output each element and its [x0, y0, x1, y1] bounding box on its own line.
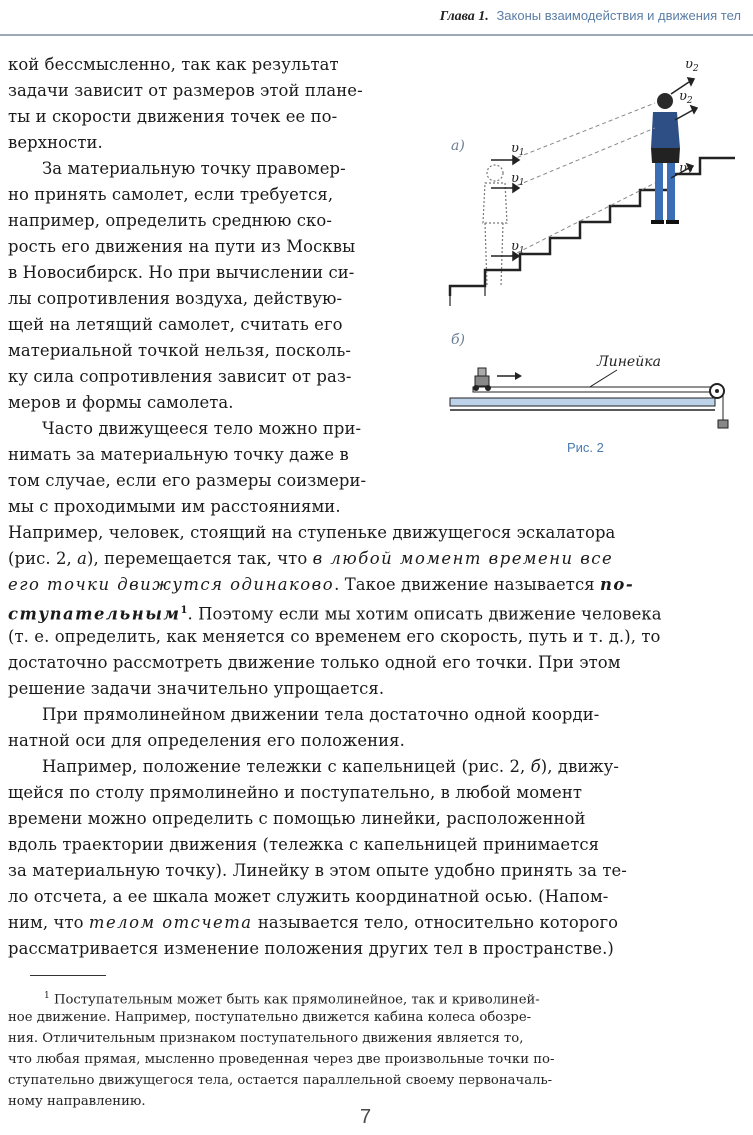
text-line: щейся по столу прямолинейно и поступательно, в любой момент: [8, 783, 583, 802]
figure-2: [445, 48, 745, 438]
footnote-rule: [30, 975, 106, 976]
text-line: достаточно рассмотреть движение только одной его точки. При этом: [8, 653, 621, 672]
text-line: щей на летящий самолет, считать его: [8, 315, 343, 334]
text-line: Например, положение тележки с капельницей (рис. 2, б), движу-: [42, 757, 620, 776]
text-line: решение задачи значительно упрощается.: [8, 679, 385, 698]
text-line: вдоль траектории движения (тележка с капельницей принимается: [8, 835, 600, 854]
svg-text:υ1: $\upsilon_1$: [511, 239, 525, 256]
page-number: 7: [360, 1106, 372, 1128]
svg-text:υ1: $\upsilon_1$: [511, 171, 525, 188]
text-line: ку сила сопротивления зависит от раз-: [8, 367, 352, 386]
text-line: меров и формы самолета.: [8, 393, 234, 412]
ruler-label: Линейка: [597, 354, 661, 370]
text-line: ло отсчета, а ее шкала может служить координатной осью. (Напом-: [8, 887, 609, 906]
svg-text:υ2: $\upsilon_2$: [685, 57, 699, 74]
text-line: ты и скорости движения точек ее по-: [8, 107, 338, 126]
text-line: его точки движутся одинаково. Такое движение называется по-: [8, 575, 635, 594]
figure-label-b: б): [451, 332, 466, 348]
footnote-line: что любая прямая, мысленно проведенная через две произвольные точки по-: [8, 1052, 555, 1067]
text-line: времени можно определить с помощью линейки, расположенной: [8, 809, 586, 828]
text-line: верхности.: [8, 133, 103, 152]
header-title: Законы взаимодействия и движения тел: [496, 8, 741, 23]
text-line: но принять самолет, если требуется,: [8, 185, 334, 204]
running-header: [0, 0, 753, 36]
text-line: За материальную точку правомер-: [42, 159, 346, 178]
footnote-line: ное движение. Например, поступательно движется кабина колеса обозре-: [8, 1010, 532, 1025]
text-line: кой бессмысленно, так как результат: [8, 55, 339, 74]
svg-text:υ2: $\upsilon_2$: [679, 161, 693, 178]
svg-text:υ2: $\upsilon_2$: [679, 89, 693, 106]
text-line: (т. е. определить, как меняется со временем его скорость, путь и т. д.), то: [8, 627, 661, 646]
footnote-line: $^1$ Поступательным может быть как прямолинейное, так и криволиней-: [44, 991, 540, 1008]
text-line: в Новосибирск. Но при вычислении си-: [8, 263, 355, 282]
header-text: [440, 8, 741, 25]
table-setup: [450, 368, 728, 428]
text-line: материальной точкой нельзя, посколь-: [8, 341, 351, 360]
text-line: том случае, если его размеры соизмери-: [8, 471, 367, 490]
text-line: ступательным$^1$. Поэтому если мы хотим описать движение человека: [8, 604, 662, 624]
text-line: При прямолинейном движении тела достаточно одной коорди-: [42, 705, 600, 724]
text-line: Например, человек, стоящий на ступеньке движущегося эскалатора: [8, 523, 616, 542]
header-chapter: Глава 1.: [439, 9, 489, 24]
text-line: лы сопротивления воздуха, действую-: [8, 289, 343, 308]
footnote-line: ступательно движущегося тела, остается параллельной своему первоначаль-: [8, 1073, 553, 1088]
staircase: [450, 158, 735, 296]
footnote-line: ния. Отличительным признаком поступательного движения является то,: [8, 1031, 524, 1046]
svg-text:υ1: $\upsilon_1$: [511, 141, 525, 158]
person-icon: [651, 93, 680, 224]
figure-label-a: а): [451, 138, 465, 154]
text-line: (рис. 2, а), перемещается так, что в любой момент времени все: [8, 549, 614, 568]
text-line: рость его движения на пути из Москвы: [8, 237, 356, 256]
text-line: ним, что телом отсчета называется тело, относительно которого: [8, 913, 619, 932]
text-line: Часто движущееся тело можно при-: [42, 419, 362, 438]
ghost-person-icon: [483, 165, 507, 286]
figure-caption: Рис. 2: [567, 440, 604, 455]
text-line: натной оси для определения его положения.: [8, 731, 405, 750]
footnote-line: ному направлению.: [8, 1094, 146, 1109]
text-line: рассматривается изменение положения других тел в пространстве.): [8, 939, 614, 958]
text-line: задачи зависит от размеров этой плане-: [8, 81, 363, 100]
text-line: например, определить среднюю ско-: [8, 211, 332, 230]
text-line: за материальную точку). Линейку в этом опыте удобно принять за те-: [8, 861, 627, 880]
text-line: нимать за материальную точку даже в: [8, 445, 349, 464]
text-line: мы с проходимыми им расстояниями.: [8, 497, 341, 516]
